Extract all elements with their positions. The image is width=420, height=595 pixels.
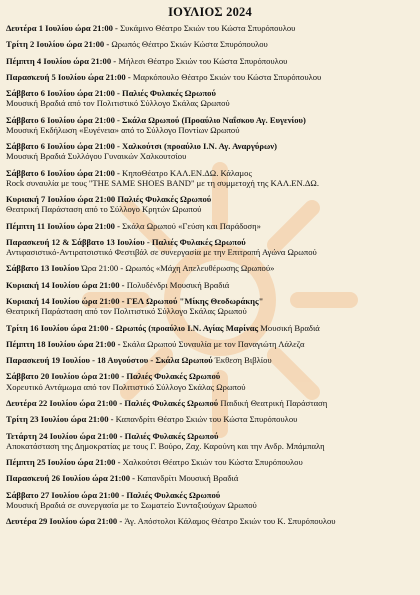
event-entry: [6, 263, 414, 273]
event-date: Κυριακή 7 Ιουλίου ώρα 21:00 Παλιές Φυλακές Ωρωπού: [6, 194, 212, 205]
event-line: [6, 237, 414, 247]
event-place: Μαρκόπουλο Θέατρο Σκιών του Κώστα Σπυρόπουλου: [132, 71, 322, 82]
event-description: Μουσική Βραδιά Συλλόγου Γυναικών Χαλκουτσίου: [6, 151, 187, 162]
event-place: Μήλεσι Θέατρο Σκιών του Κώστα Σπυρόπουλου: [118, 55, 288, 66]
event-entry: [6, 237, 414, 257]
event-line: [6, 516, 414, 526]
event-line: [6, 414, 414, 424]
event-place: Καπανδρίτι Θέατρο Σκιών του Κώστα Σπυρόπουλου: [115, 414, 298, 425]
event-line: [6, 355, 414, 365]
event-date: Σάββατο 27 Ιουλίου ώρα 21:00 - Παλιές Φυλακές Ωρωπού: [6, 489, 221, 500]
event-entry: [6, 168, 414, 188]
event-entry: [6, 39, 414, 49]
event-description: Θεατρική Παράσταση από τον Πολιτιστικό Σύλλογο Σκάλας Ωρωπού: [6, 306, 247, 317]
event-date: Πέμπτη 18 Ιουλίου ώρα 21:00 -: [6, 338, 123, 349]
event-entry: [6, 280, 414, 290]
event-entry: [6, 371, 414, 391]
event-place: Καπανδρίτι Μουσική Βραδιά: [137, 473, 239, 484]
event-line: [6, 457, 414, 467]
event-entry: [6, 72, 414, 82]
event-entry: [6, 194, 414, 214]
event-line: [6, 56, 414, 66]
event-entry: [6, 221, 414, 231]
event-place: Πολυδένδρι Μουσική Βραδιά: [126, 279, 230, 290]
event-entry: [6, 339, 414, 349]
event-date: Πέμπτη 4 Ιουλίου ώρα 21:00 -: [6, 55, 119, 66]
event-description: Αποκατάσταση της Δημοκρατίας με τους Γ. Βούρο, Ζαχ. Καρούνη και την Ανδρ. Μπάμπαλη: [6, 440, 325, 451]
event-date: Τρίτη 23 Ιουλίου ώρα 21:00 -: [6, 414, 116, 425]
event-date: Τρίτη 16 Ιουλίου ώρα 21:00 - Ωρωπός (προαύλιο Ι.Ν. Αγίας Μαρίνας: [6, 322, 259, 333]
event-line: [6, 23, 414, 33]
event-date: Σάββατο 6 Ιουλίου ώρα 21:00 - Χαλκούτσι (προαύλιο Ι.Ν. Αγ. Αναργύρων): [6, 141, 277, 152]
event-date: Δευτέρα 22 Ιουλίου ώρα 21:00 - Παλιές Φυλακές Ωρωπού: [6, 397, 221, 408]
event-line: [6, 371, 414, 381]
event-date: Σάββατο 20 Ιουλίου ώρα 21:00 - Παλιές Φυλακές Ωρωπού: [6, 371, 221, 382]
event-place: Συκάμινο Θέατρο Σκιών του Κώστα Σπυρόπουλου: [120, 23, 296, 33]
event-date: Κυριακή 14 Ιουλίου ώρα 21:00 - ΓΕΛ Ωρωπού "Μίκης Θεοδωράκης": [6, 296, 264, 307]
event-line: [6, 398, 414, 408]
event-entry: [6, 141, 414, 161]
event-description: Rock συναυλία με τους "THE SAME SHOES BAND" με τη συμμετοχή της ΚΑΛ.ΕΝ.ΔΩ.: [6, 177, 319, 188]
event-line: [6, 280, 414, 290]
event-entry: [6, 355, 414, 365]
event-place: Παιδική Θεατρική Παράσταση: [220, 397, 328, 408]
event-place: Χαλκούτσι Θέατρο Σκιών του Κώστα Σπυρόπουλου: [122, 457, 303, 468]
event-place: Σκάλα Ωρωπού Συναυλία με τον Παναγιώτη Λάλεζα: [122, 338, 305, 349]
event-place: Σκάλα Ωρωπού «Γεύση και Παράδοση»: [122, 220, 261, 231]
event-entry: [6, 398, 414, 408]
event-entry: [6, 323, 414, 333]
event-line: [6, 194, 414, 204]
event-date: Σάββατο 6 Ιουλίου ώρα 21:00 -: [6, 167, 123, 178]
event-place: Μουσική Βραδιά: [258, 322, 320, 333]
event-entry: [6, 414, 414, 424]
event-line: [6, 473, 414, 483]
event-line: [6, 323, 414, 333]
event-date: Δευτέρα 1 Ιουλίου ώρα 21:00 -: [6, 23, 121, 33]
event-date: Παρασκευή 19 Ιουλίου - 18 Αυγούστου - Σκάλα Ωρωπού: [6, 355, 215, 366]
event-place: Ώρα 21:00 - Ωρωπός «Μάχη Απελευθέρωσης Ωρωπού»: [81, 263, 275, 274]
event-place: ΚηποΘέατρο ΚΑΛ.ΕΝ.ΔΩ. Κάλαμος: [122, 167, 252, 178]
event-line: [6, 263, 414, 273]
event-entry: [6, 431, 414, 451]
event-entry: [6, 115, 414, 135]
event-date: Παρασκευή 26 Ιουλίου ώρα 21:00 -: [6, 473, 138, 484]
event-entry: [6, 457, 414, 467]
event-description: Θεατρική Παράσταση από το Σύλλογο Κρητών Ωρωπού: [6, 204, 202, 215]
event-date: Σάββατο 6 Ιουλίου ώρα 21:00 - Σκάλα Ωρωπού (Προαύλιο Ναΐσκου Αγ. Ευγενίου): [6, 114, 306, 125]
event-date: Παρασκευή 12 & Σάββατο 13 Ιουλίου - Παλιές Φυλακές Ωρωπού: [6, 236, 246, 247]
event-place: Έκθεση Βιβλίου: [214, 355, 272, 366]
event-line: [6, 115, 414, 125]
event-line: [6, 39, 414, 49]
event-date: Πέμπτη 25 Ιουλίου ώρα 21:00 -: [6, 457, 123, 468]
event-date: Πέμπτη 11 Ιουλίου ώρα 21:00 -: [6, 220, 123, 231]
event-entry: [6, 490, 414, 510]
event-line: [6, 88, 414, 98]
event-description: Χορευτικό Αντάμωμα από τον Πολιτιστικό Σύλλογο Σκάλας Ωρωπού: [6, 381, 246, 392]
event-date: Τετάρτη 24 Ιουλίου ώρα 21:00 - Παλιές Φυλακές Ωρωπού: [6, 430, 219, 441]
event-place: Ωρωπός Θέατρο Σκιών Κώστα Σπυρόπουλου: [111, 39, 268, 50]
event-date: Δευτέρα 29 Ιουλίου ώρα 21:00 -: [6, 516, 125, 527]
event-line: [6, 339, 414, 349]
event-date: Σάββατο 6 Ιουλίου ώρα 21:00 - Παλιές Φυλακές Ωρωπού: [6, 88, 216, 99]
event-line: [6, 72, 414, 82]
events-list: [6, 23, 414, 526]
event-date: Παρασκευή 5 Ιουλίου ώρα 21:00 -: [6, 71, 133, 82]
event-description: Αντιφασιστικό-Αντιρατσιστικό Φεστιβάλ σε συνεργασία με την Επιτροπή Αγώνα Ωρωπού: [6, 247, 317, 258]
event-line: [6, 221, 414, 231]
event-entry: [6, 516, 414, 526]
page-title: ΙΟΥΛΙΟΣ 2024: [168, 5, 252, 19]
event-line: [6, 141, 414, 151]
event-date: Σάββατο 13 Ιουλίου: [6, 263, 82, 274]
event-line: [6, 168, 414, 178]
event-date: Τρίτη 2 Ιουλίου ώρα 21:00 -: [6, 39, 112, 50]
event-line: [6, 490, 414, 500]
event-entry: [6, 56, 414, 66]
event-place: Άγ. Απόστολοι Κάλαμος Θέατρο Σκιών του Κ. Σπυρόπουλου: [124, 516, 336, 527]
event-entry: [6, 88, 414, 108]
event-entry: [6, 296, 414, 316]
event-line: [6, 296, 414, 306]
event-description: Μουσική Βραδιά σε συνεργασία με το Σωματείο Συνταξιούχων Ωρωπού: [6, 499, 257, 510]
event-description: Μουσική Βραδιά από τον Πολιτιστικό Σύλλογο Σκάλας Ωρωπού: [6, 98, 230, 109]
event-date: Κυριακή 14 Ιουλίου ώρα 21:00 -: [6, 279, 127, 290]
event-entry: [6, 23, 414, 33]
event-entry: [6, 473, 414, 483]
event-description: Μουσική Εκδήλωση «Ευγένεια» από το Σύλλογο Ποντίων Ωρωπού: [6, 124, 240, 135]
event-line: [6, 431, 414, 441]
